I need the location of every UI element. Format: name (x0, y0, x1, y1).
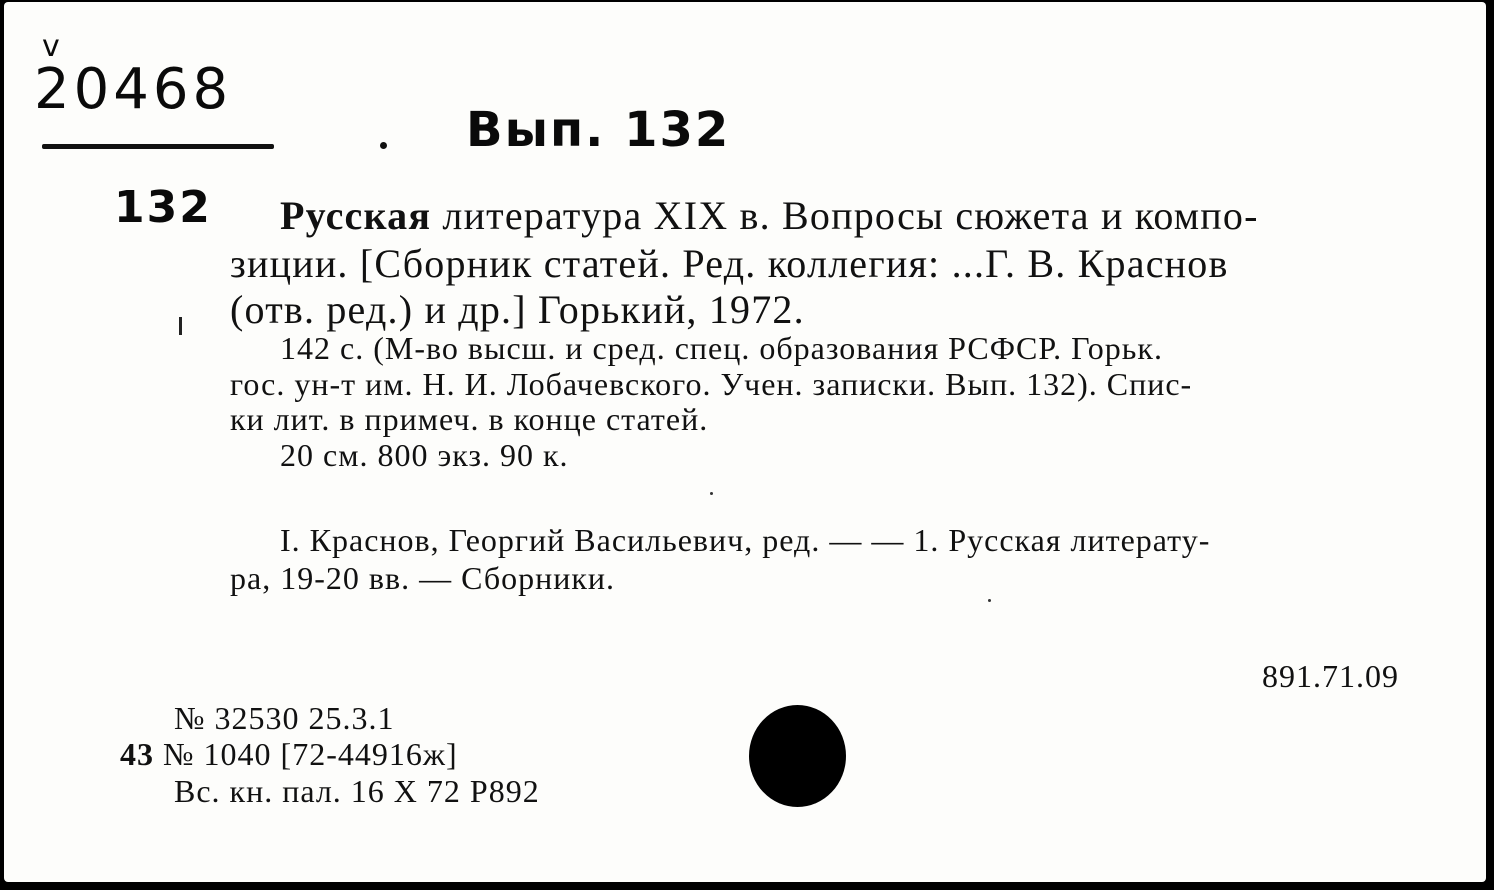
footer-number: 43 (120, 736, 154, 772)
call-number-underline (42, 144, 274, 149)
punch-hole (749, 705, 846, 807)
footer-line-2-rest: № 1040 [72-44916ж] (163, 736, 458, 772)
handwritten-issue-label: Вып. 132 (466, 102, 731, 158)
description-line-3: ки лит. в примеч. в конце статей. (230, 401, 709, 437)
title-line-1-rest: литература XIX в. Вопросы сюжета и компо- (431, 193, 1259, 238)
call-number-text: 20468 (34, 57, 233, 122)
handwritten-call-number (34, 29, 233, 122)
footer-line-1: № 32530 25.3.1 (174, 700, 395, 736)
subject-line-1: I. Краснов, Георгий Васильевич, ред. — — 1. Русская литерату- (280, 522, 1211, 558)
pencil-tick (179, 317, 182, 335)
subject-line-2: ра, 19-20 вв. — Сборники. (230, 560, 616, 596)
description-line-2: гос. ун-т им. Н. И. Лобачевского. Учен. записки. Вып. 132). Спис- (230, 366, 1193, 402)
catalog-card (4, 2, 1486, 882)
ink-dot (380, 142, 387, 149)
footer-line-3: Вс. кн. пал. 16 X 72 Р892 (174, 773, 540, 809)
footer-line-2 (120, 736, 458, 773)
title-line-3: (отв. ред.) и др.] Горький, 1972. (230, 287, 805, 332)
title-line-1 (280, 192, 1259, 239)
check-mark-icon: v (42, 29, 64, 64)
description-line-1: 142 с. (М-во высш. и сред. спец. образования РСФСР. Горьк. (280, 330, 1163, 366)
title-line-2: зиции. [Сборник статей. Ред. коллегия: ...Г. В. Краснов (230, 241, 1229, 286)
ink-speck (988, 599, 991, 602)
handwritten-issue-number: 132 (114, 182, 212, 233)
classification-code: 891.71.09 (1262, 658, 1399, 694)
ink-speck (710, 492, 713, 495)
description-line-4: 20 см. 800 экз. 90 к. (280, 437, 569, 473)
title-heading-word: Русская (280, 193, 432, 238)
